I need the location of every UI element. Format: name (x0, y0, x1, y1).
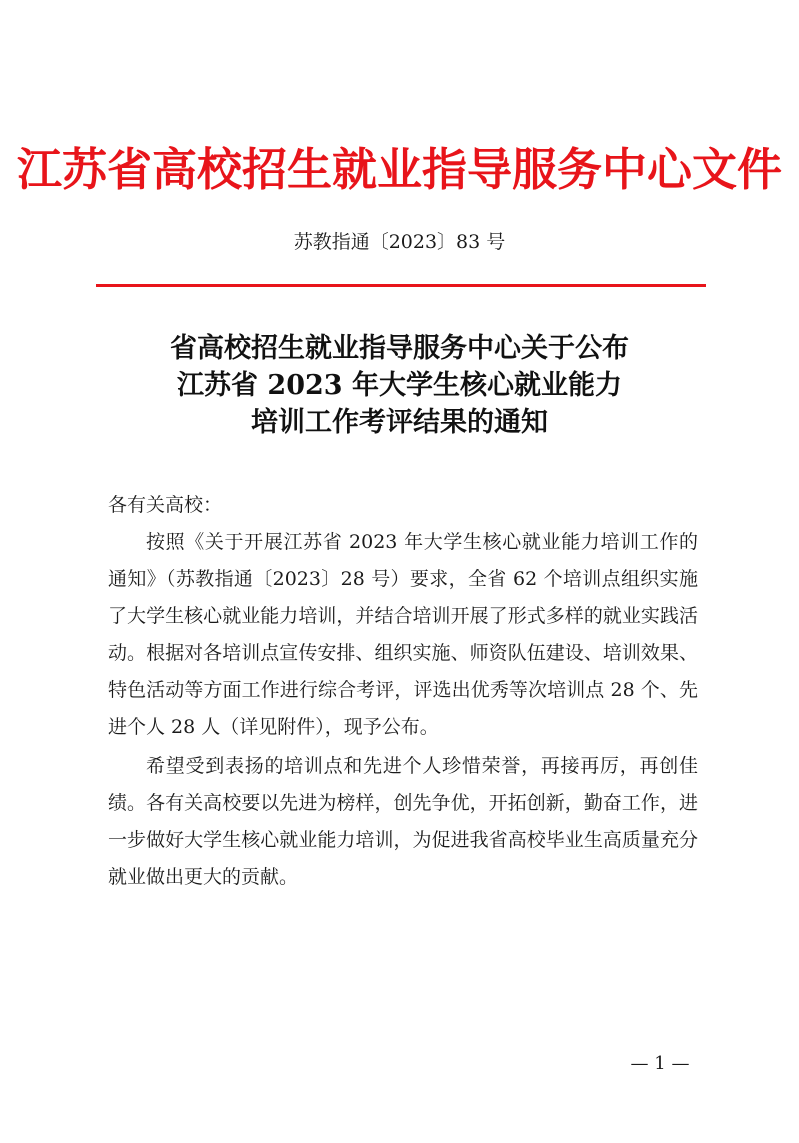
title-line-3: 培训工作考评结果的通知 (251, 407, 548, 438)
notice-body (108, 487, 698, 896)
document-number: 苏教指通〔2023〕83 号 (293, 231, 506, 253)
title-line-2: 江苏省 2023 年大学生核心就业能力 (177, 370, 622, 401)
salutation: 各有关高校： (108, 494, 223, 516)
notice-title (0, 330, 799, 441)
page-number: — 1 — (630, 1053, 690, 1074)
paragraph-2: 希望受到表扬的培训点和先进个人珍惜荣誉，再接再厉，再创佳绩。各有关高校要以先进为榜样，创先争优，开拓创新，勤奋工作，进一步做好大学生核心就业能力培训，为促进我省高校毕业生高质量充分就业做出更大的贡献。 (108, 755, 698, 888)
document-masthead: 江苏省高校招生就业指导服务中心文件 (16, 143, 782, 196)
red-separator-line (96, 284, 706, 287)
title-line-1: 省高校招生就业指导服务中心关于公布 (170, 333, 629, 364)
paragraph-1: 按照《关于开展江苏省 2023 年大学生核心就业能力培训工作的通知》（苏教指通〔2023〕28 号）要求，全省 62 个培训点组织实施了大学生核心就业能力培训，并结合培训开展了形式多样的就业实践活动。根据对各培训点宣传安排、组织实施、师资队伍建设、培训效果、特色活动等方面工作进行综合考评，评选出优秀等次培训点 28 个、先进个人 28 人（详见附件），现予公布。 (108, 531, 698, 738)
